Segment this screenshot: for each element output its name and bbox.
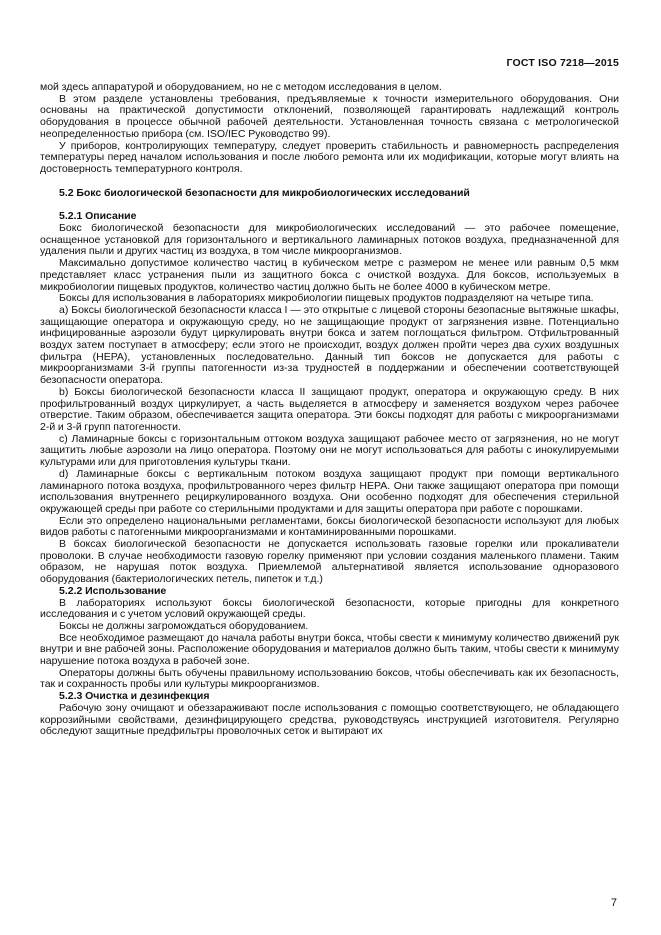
paragraph: Боксы не должны загромождаться оборудованием. xyxy=(59,619,309,632)
section-heading: 5.2.2 Использование xyxy=(59,584,167,597)
paragraph: Рабочую зону очищают и обеззараживают после использования с помощью соответствующего, не обладающего коррозийными свойствами, дезинфицирующего средства, руководствуясь инструкцией изготовителя. Регулярно обследуют защитные предфильтры проволочных сеток и вытирают их xyxy=(40,701,619,738)
paragraph: d) Ламинарные боксы с вертикальным потоком воздуха защищают продукт при помощи вертикального ламинарного потока воздуха, профильтрованного через фильтр HEPA. Они также защищают оператора при помощи использования внутреннего рециркулированного воздуха. Они особенно подходят для обеспечения стерильной окружающей среды при работе со стерильными продуктами и для защиты оператора при работе с порошками. xyxy=(40,467,619,515)
paragraph: c) Ламинарные боксы с горизонтальным оттоком воздуха защищают рабочее место от загрязнения, но не могут защитить любые аэрозоли на лицо оператора. Поэтому они не могут использоваться для работы с инокулируемыми культурами или для приготовления культуры ткани. xyxy=(40,432,619,469)
paragraph: b) Боксы биологической безопасности класса II защищают продукт, оператора и окружающую среду. В них профильтрованный воздух циркулирует, а часть выделяется в атмосферу и заменяется воздухом через рабочее отверстие. Таким образом, обеспечивается защита оператора. Эти боксы подходят для работы с микроорганизмами 2-й и 3-й групп патогенности. xyxy=(40,385,619,433)
paragraph: У приборов, контролирующих температуру, следует проверить стабильность и равномерность распределения температуры перед началом использования и после любого ремонта или их модификации, которые могут влиять на достоверность температурного контроля. xyxy=(40,139,619,175)
paragraph: Боксы для использования в лабораториях микробиологии пищевых продуктов подразделяют на четыре типа. xyxy=(59,292,594,305)
document-standard-number: ГОСТ ISO 7218—2015 xyxy=(506,57,619,69)
paragraph: В этом разделе установлены требования, предъявляемые к точности измерительного оборудования. Они основаны на практической допустимости отклонений, позволяющей гарантировать надлежащий контроль оборудования в процессе обычной рабочей деятельности. Установленная точность связана с метрологической неопределенностью прибора (см. ISO/IEC Руководство 99). xyxy=(40,92,619,140)
paragraph: Операторы должны быть обучены правильному использованию боксов, чтобы обеспечивать как их безопасность, так и сохранность пробы или культуры микроорганизмов. xyxy=(40,666,619,691)
section-heading: 5.2.1 Описание xyxy=(59,210,137,223)
paragraph: Если это определено национальными регламентами, боксы биологической безопасности используют для любых видов работы с патогенными микроорганизмами и контаминированными порошками. xyxy=(40,514,619,539)
section-heading: 5.2 Бокс биологической безопасности для микробиологических исследований xyxy=(59,186,470,199)
paragraph: мой здесь аппаратурой и оборудованием, но не с методом исследования в целом. xyxy=(40,81,442,93)
paragraph: В лабораториях используют боксы биологической безопасности, которые пригодны для конкретного исследования и с учетом условий окружающей среды. xyxy=(40,596,619,621)
paragraph: Бокс биологической безопасности для микробиологических исследований — это рабочее помещение, оснащенное установкой для горизонтального и вертикального ламинарных потоков воздуха, предназначенной для удаления пыли и других частиц из воздуха, в том числе микроорганизмов. xyxy=(40,222,619,258)
paragraph: a) Боксы биологической безопасности класса I — это открытые с лицевой стороны безопасные вытяжные шкафы, защищающие оператора и окружающую среду, но не защищающие продукт от загрязнения извне. Потенциально инфицированные аэрозоли будут циркулировать внутри бокса и затем поглощаться фильтром. Отфильтрованный воздух затем поступает в атмосферу; если этого не происходит, воздух должен пройти через два сухих воздушных фильтра (HEPA), установленных последовательно. Данный тип боксов не допускается для работы с микроорганизмами 3-й группы патогенности из-за трудностей в поддержании и обеспечении соответствующей безопасности оператора. xyxy=(40,303,619,387)
page-number: 7 xyxy=(610,897,617,909)
paragraph: Все необходимое размещают до начала работы внутри бокса, чтобы свести к минимуму количество движений рук внутри и вне рабочей зоны. Расположение оборудования и материалов должно быть таким, чтобы свести к минимуму нарушение потока воздуха в рабочей зоне. xyxy=(40,631,619,668)
paragraph: В боксах биологической безопасности не допускается использовать газовые горелки или прокаливатели проволоки. В случае необходимости газовую горелку применяют при условии создания маленького пламени. Таким образом, не нарушая поток воздуха. Приемлемой альтернативой является использование одноразового оборудования (бактериологических петель, пипеток и т.д.) xyxy=(40,538,619,586)
section-heading: 5.2.3 Очистка и дезинфекция xyxy=(59,690,210,703)
document-body xyxy=(40,82,619,738)
paragraph: Максимально допустимое количество частиц в кубическом метре с размером не менее или равным 0,5 мкм представляет класс устранения пыли из защитного бокса с очисткой воздуха. Для боксов, используемых в микробиологии пищевых продуктов, количество частиц должно быть не более 4000 в кубическом метре. xyxy=(40,257,619,293)
